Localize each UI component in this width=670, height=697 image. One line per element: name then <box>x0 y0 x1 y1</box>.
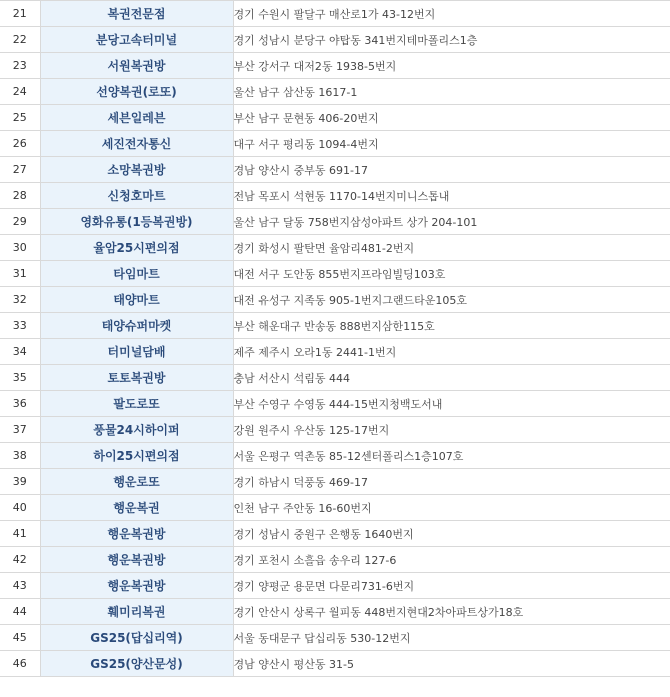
row-number: 27 <box>0 157 40 183</box>
table-row <box>0 417 670 443</box>
store-name: 행운복권방 <box>40 547 233 573</box>
store-name: 터미널담배 <box>40 339 233 365</box>
store-address: 강원 원주시 우산동 125-17번지 <box>233 417 670 443</box>
store-name: 행운복권방 <box>40 521 233 547</box>
store-name: 행운복권 <box>40 495 233 521</box>
store-name: 하이25시편의점 <box>40 443 233 469</box>
store-address: 경기 수원시 팔달구 매산로1가 43-12번지 <box>233 1 670 27</box>
store-name: GS25(답십리역) <box>40 625 233 651</box>
store-address: 부산 강서구 대저2동 1938-5번지 <box>233 53 670 79</box>
store-address: 경기 하남시 덕풍동 469-17 <box>233 469 670 495</box>
table-row <box>0 157 670 183</box>
store-name: 소망복권방 <box>40 157 233 183</box>
table-row <box>0 183 670 209</box>
row-number: 23 <box>0 53 40 79</box>
table-row <box>0 495 670 521</box>
row-number: 46 <box>0 651 40 677</box>
store-address: 전남 목포시 석현동 1170-14번지미니스톱내 <box>233 183 670 209</box>
row-number: 45 <box>0 625 40 651</box>
store-address: 부산 수영구 수영동 444-15번지청백도서내 <box>233 391 670 417</box>
store-address: 울산 남구 달동 758번지삼성아파트 상가 204-101 <box>233 209 670 235</box>
table-row <box>0 573 670 599</box>
store-address: 울산 남구 삼산동 1617-1 <box>233 79 670 105</box>
store-address: 경기 안산시 상록구 월피동 448번지현대2차아파트상가18호 <box>233 599 670 625</box>
table-row <box>0 105 670 131</box>
store-name: 율암25시편의점 <box>40 235 233 261</box>
store-name: 분당고속터미널 <box>40 27 233 53</box>
store-name: 신청호마트 <box>40 183 233 209</box>
store-name: 태양슈퍼마켓 <box>40 313 233 339</box>
store-address: 대구 서구 평리동 1094-4번지 <box>233 131 670 157</box>
store-address: 경기 화성시 팔탄면 율암리481-2번지 <box>233 235 670 261</box>
store-name: 풍물24시하이퍼 <box>40 417 233 443</box>
table-row <box>0 131 670 157</box>
table-row <box>0 391 670 417</box>
store-address: 부산 해운대구 반송동 888번지삼한115호 <box>233 313 670 339</box>
table-row <box>0 287 670 313</box>
store-address: 경기 양평군 용문면 다문리731-6번지 <box>233 573 670 599</box>
store-address: 인천 남구 주안동 16-60번지 <box>233 495 670 521</box>
table-row <box>0 79 670 105</box>
row-number: 44 <box>0 599 40 625</box>
store-address: 대전 서구 도안동 855번지프라임빌딩103호 <box>233 261 670 287</box>
store-address: 서울 은평구 역촌동 85-12센터폴리스1층107호 <box>233 443 670 469</box>
table-row <box>0 53 670 79</box>
row-number: 21 <box>0 1 40 27</box>
row-number: 31 <box>0 261 40 287</box>
table-row <box>0 443 670 469</box>
store-name: 토토복권방 <box>40 365 233 391</box>
store-address: 경기 성남시 분당구 야탑동 341번지테마폴리스1층 <box>233 27 670 53</box>
store-name: 행운복권방 <box>40 573 233 599</box>
row-number: 24 <box>0 79 40 105</box>
table-row <box>0 365 670 391</box>
row-number: 26 <box>0 131 40 157</box>
store-address: 경기 성남시 중원구 은행동 1640번지 <box>233 521 670 547</box>
table-row <box>0 547 670 573</box>
store-address: 대전 유성구 지족동 905-1번지그랜드타운105호 <box>233 287 670 313</box>
row-number: 39 <box>0 469 40 495</box>
store-address: 충남 서산시 석림동 444 <box>233 365 670 391</box>
row-number: 34 <box>0 339 40 365</box>
table-row <box>0 521 670 547</box>
store-address: 서울 동대문구 답십리동 530-12번지 <box>233 625 670 651</box>
table-row <box>0 27 670 53</box>
store-name: 서원복권방 <box>40 53 233 79</box>
table-row <box>0 339 670 365</box>
row-number: 25 <box>0 105 40 131</box>
row-number: 36 <box>0 391 40 417</box>
row-number: 43 <box>0 573 40 599</box>
store-name: 행운로또 <box>40 469 233 495</box>
row-number: 42 <box>0 547 40 573</box>
store-name: 복권전문점 <box>40 1 233 27</box>
row-number: 30 <box>0 235 40 261</box>
table-row <box>0 209 670 235</box>
store-address: 경남 양산시 평산동 31-5 <box>233 651 670 677</box>
row-number: 38 <box>0 443 40 469</box>
store-name: 세븐일레븐 <box>40 105 233 131</box>
table-row <box>0 313 670 339</box>
store-name: 타임마트 <box>40 261 233 287</box>
table-row <box>0 235 670 261</box>
row-number: 22 <box>0 27 40 53</box>
store-name: 태양마트 <box>40 287 233 313</box>
table-row <box>0 599 670 625</box>
row-number: 40 <box>0 495 40 521</box>
row-number: 29 <box>0 209 40 235</box>
store-name: 영화유통(1등복권방) <box>40 209 233 235</box>
store-table-body <box>0 1 670 677</box>
row-number: 37 <box>0 417 40 443</box>
row-number: 33 <box>0 313 40 339</box>
row-number: 28 <box>0 183 40 209</box>
row-number: 35 <box>0 365 40 391</box>
store-address: 제주 제주시 오라1동 2441-1번지 <box>233 339 670 365</box>
store-name: GS25(양산문성) <box>40 651 233 677</box>
table-row <box>0 469 670 495</box>
store-name: 팔도로또 <box>40 391 233 417</box>
table-row <box>0 625 670 651</box>
store-address: 경남 양산시 중부동 691-17 <box>233 157 670 183</box>
store-address: 경기 포천시 소흘읍 송우리 127-6 <box>233 547 670 573</box>
store-name: 훼미리복권 <box>40 599 233 625</box>
row-number: 32 <box>0 287 40 313</box>
store-name: 세진전자통신 <box>40 131 233 157</box>
table-row <box>0 1 670 27</box>
row-number: 41 <box>0 521 40 547</box>
table-row <box>0 261 670 287</box>
table-row <box>0 651 670 677</box>
store-name: 선양복권(로또) <box>40 79 233 105</box>
store-address: 부산 남구 문현동 406-20번지 <box>233 105 670 131</box>
